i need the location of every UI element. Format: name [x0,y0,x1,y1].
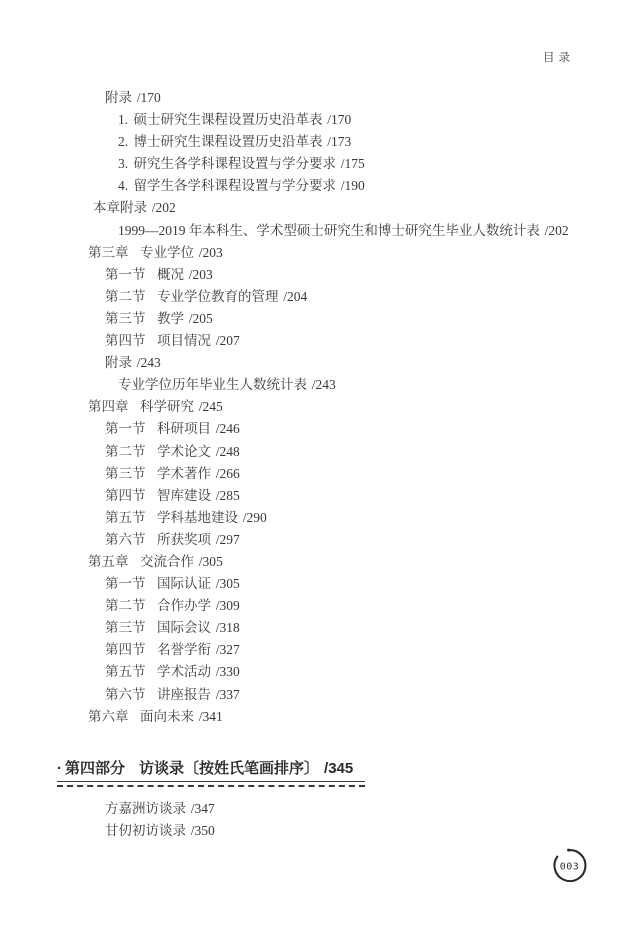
toc-entry-page: /202 [544,222,569,238]
toc-entry [0,617,640,639]
toc-entry-page: /175 [340,156,365,172]
toc-entry-num: 第六节 [105,686,146,702]
toc-entry [0,109,640,131]
toc-entry-page: /202 [151,200,176,216]
toc-entry-num: 第二节 [105,288,146,304]
toc-entry-page: /309 [215,598,240,614]
toc-entry-num: 第五节 [105,664,146,680]
toc-entry [0,352,640,374]
toc-entry-num: 第三章 [88,244,129,260]
toc-entry-title: 学术活动 [156,664,211,680]
toc-entry-title: 科学研究 [139,399,194,415]
toc-entry-title: 留学生各学科课程设置与学分要求 [133,178,337,194]
toc-entry-page: /285 [215,487,240,503]
toc-entry-title: 学科基地建设 [156,509,238,525]
toc-entry-page: /170 [327,112,352,128]
toc-entry-page: /290 [242,509,267,525]
toc-entry-title: 附录 [105,90,132,105]
interview-entry-title: 甘仞初访谈录 [105,823,186,838]
toc-entry-title: 概况 [156,266,184,282]
toc-entry [0,374,640,396]
toc-entry-num: 第三节 [105,465,146,481]
toc-entry [0,485,640,507]
toc-entry [0,308,640,330]
toc-entry-page: /341 [198,708,223,724]
toc-entry [0,551,640,573]
toc-entry-page: /297 [215,531,240,547]
toc-list [0,87,640,728]
toc-entry-num: 第五章 [88,553,129,569]
interview-entry [105,820,365,842]
page-number-text: 003 [559,861,580,873]
toc-entry-title: 项目情况 [156,333,211,349]
toc-entry-title: 讲座报告 [156,686,211,702]
part4-label: 第四部分 [65,760,126,777]
toc-entry-title: 专业学位 [139,244,194,260]
toc-entry-num: 第一节 [105,576,146,592]
toc-entry-title: 研究生各学科课程设置与学分要求 [133,156,337,172]
part4-items-list [57,798,365,842]
toc-entry [0,661,640,683]
toc-entry-page: /173 [327,134,352,150]
toc-entry-page: /305 [198,553,223,569]
toc-entry-num: 第二节 [105,443,146,459]
toc-entry-title: 学术著作 [156,465,211,481]
toc-entry-num: 3. [118,156,129,172]
page-number-badge [551,847,591,887]
toc-entry-page: /246 [215,421,240,437]
toc-entry [0,131,640,153]
toc-entry-title: 博士研究生课程设置历史沿革表 [133,134,323,150]
toc-entry-num: 第三节 [105,620,146,636]
toc-entry-title: 附录 [105,355,132,371]
toc-entry-num: 2. [118,134,129,150]
toc-entry-page: /243 [136,355,161,371]
toc-entry-page: /203 [198,244,223,260]
toc-entry-page: /205 [188,310,213,326]
toc-entry-title: 硕士研究生课程设置历史沿革表 [133,112,323,128]
part4-page-number: /345 [324,760,354,777]
part4-title: 访谈录〔按姓氏笔画排序〕 [139,760,320,777]
toc-entry-title: 教学 [156,310,184,326]
interview-entry-title: 方嘉洲访谈录 [105,801,186,816]
toc-entry-page: /337 [215,686,240,702]
toc-entry [0,463,640,485]
toc-entry [0,441,640,463]
toc-entry-page: /243 [311,377,336,393]
toc-entry-title: 学术论文 [156,443,211,459]
toc-entry-num: 第三节 [105,310,146,326]
toc-entry-num: 第四节 [105,487,146,503]
toc-entry [0,396,640,418]
part4-underline [57,781,365,787]
toc-entry-title: 国际会议 [156,620,211,636]
part4-heading [57,759,365,778]
toc-entry-title: 专业学位教育的管理 [156,288,279,304]
toc-entry-page: /248 [215,443,240,459]
toc-entry-title: 本章附录 [93,200,147,216]
toc-entry-title: 合作办学 [156,598,211,614]
toc-entry-num: 第二节 [105,598,146,614]
toc-entry-title: 面向未来 [139,708,194,724]
toc-entry [0,507,640,529]
toc-entry-num: 第一节 [105,266,146,282]
bullet-dot: · [57,760,62,777]
toc-entry-num: 1. [118,112,129,128]
toc-entry-num: 第六节 [105,531,146,547]
interview-entry-page: /350 [190,823,215,838]
toc-entry [0,330,640,352]
toc-entry-page: /190 [340,178,365,194]
toc-entry-page: /207 [215,333,240,349]
toc-entry-page: /266 [215,465,240,481]
toc-entry [0,220,640,242]
toc-entry-page: /203 [188,266,213,282]
toc-entry-title: 智库建设 [156,487,211,503]
toc-entry [0,264,640,286]
toc-entry [0,595,640,617]
toc-entry [0,286,640,308]
interview-entry-page: /347 [190,801,215,816]
toc-entry [0,684,640,706]
toc-entry-title: 所获奖项 [156,531,211,547]
toc-entry [0,153,640,175]
toc-entry-page: /245 [198,399,223,415]
toc-entry-title: 名誉学衔 [156,642,211,658]
toc-entry-page: /327 [215,642,240,658]
toc-entry [0,706,640,728]
toc-entry [0,418,640,440]
toc-entry-page: /170 [136,90,161,105]
toc-entry-title: 交流合作 [139,553,194,569]
toc-entry-title: 1999—2019 年本科生、学术型硕士研究生和博士研究生毕业人数统计表 [118,222,540,238]
toc-entry-num: 第四节 [105,642,146,658]
toc-entry-page: /204 [283,288,308,304]
toc-entry-num: 4. [118,178,129,194]
toc-entry-title: 专业学位历年毕业生人数统计表 [118,377,307,393]
toc-entry-num: 第四章 [88,399,129,415]
toc-entry-page: /305 [215,576,240,592]
toc-entry-num: 第六章 [88,708,129,724]
toc-entry [0,197,640,219]
running-head-title: 目录 [543,52,574,64]
toc-entry-num: 第五节 [105,509,146,525]
toc-entry-num: 第一节 [105,421,146,437]
interview-entry [105,798,365,820]
toc-entry [0,529,640,551]
toc-entry-page: /318 [215,620,240,636]
page-number-circle-icon [551,847,591,887]
toc-entry [0,87,640,109]
toc-entry [0,175,640,197]
toc-entry-title: 科研项目 [156,421,211,437]
part4-block [57,759,365,842]
toc-entry [0,639,640,661]
toc-entry-page: /330 [215,664,240,680]
toc-entry [0,573,640,595]
toc-entry-title: 国际认证 [156,576,211,592]
toc-entry [0,242,640,264]
toc-entry-num: 第四节 [105,333,146,349]
